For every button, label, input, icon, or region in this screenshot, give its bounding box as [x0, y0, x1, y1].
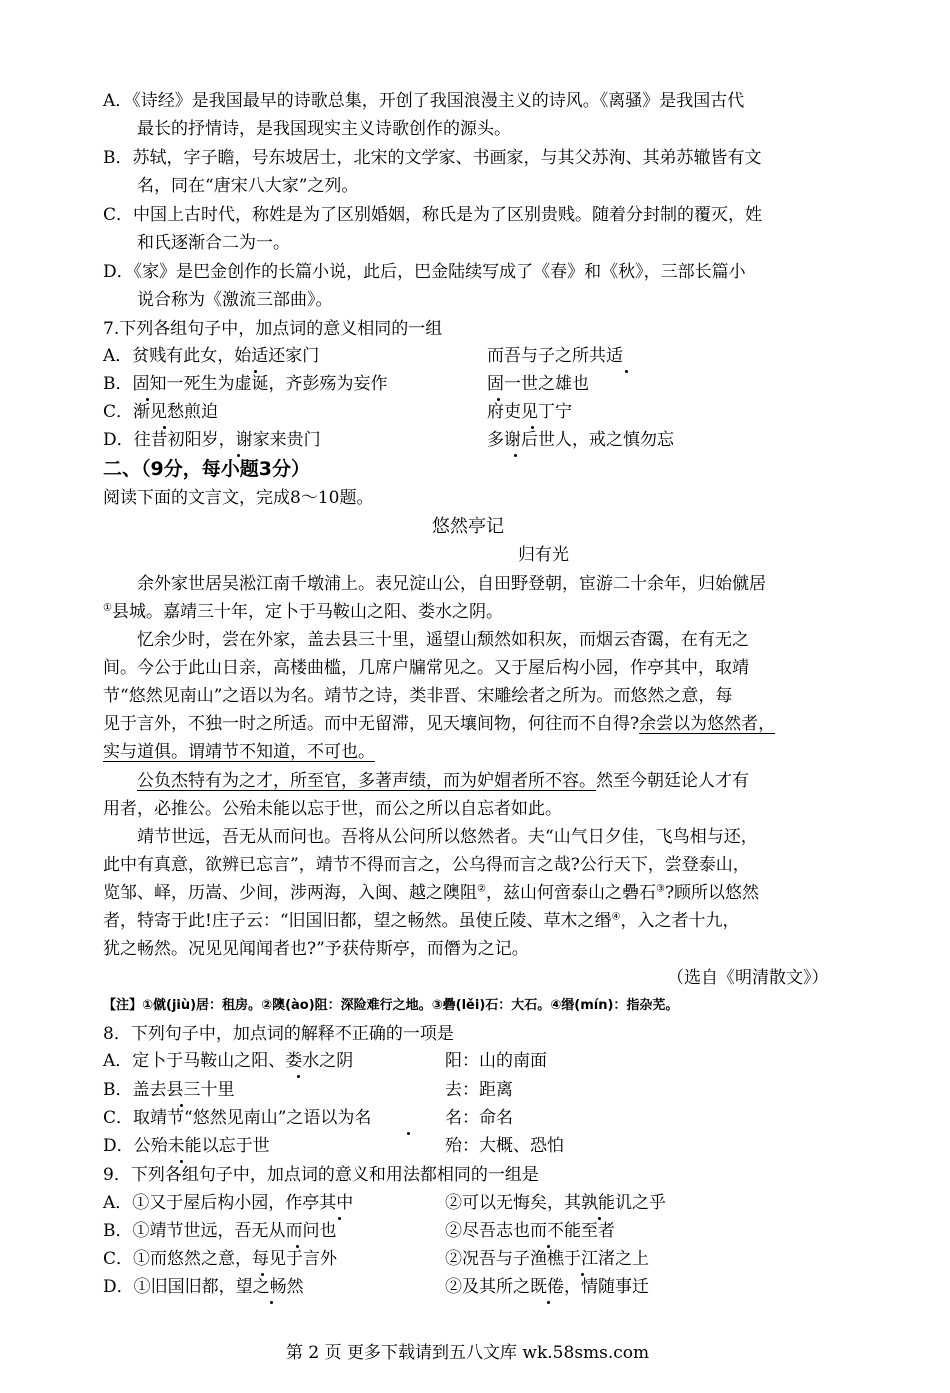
- passage-p4-line5: 犹之畅然。况见见闻闻者也?”予获侍斯亭，而僭为之记。: [103, 939, 529, 959]
- emphasis-dot: [514, 454, 517, 457]
- q7-row-c-right: 府吏见丁宁: [487, 402, 572, 422]
- q7-row-d-right: 多谢后世人，戒之慎勿忘: [487, 430, 674, 450]
- passage-text: ，入之者十九，: [620, 911, 740, 931]
- passage-p3-line1: [137, 771, 749, 791]
- emphasis-dot: [296, 1245, 299, 1248]
- passage-p1-line1: 余外家世居吴淞江南千墩浦上。表兄淀山公，自田野登朝，宦游二十余年，归始僦居: [137, 574, 766, 594]
- passage-author: 归有光: [518, 545, 569, 565]
- passage-p2-line5-underlined: 实与道俱。谓靖节不知道，不可也。: [103, 742, 375, 762]
- q8-row-a-right: 阳：山的南面: [445, 1051, 547, 1071]
- emphasis-dot: [261, 1273, 264, 1276]
- q6-option-a-line1: A．《诗经》是我国最早的诗歌总集，开创了我国浪漫主义的诗风。《离骚》是我国古代: [103, 91, 745, 111]
- q9-row-b-right: ②尽吾志也而不能至者: [445, 1221, 615, 1241]
- underlined-sentence: 公负杰特有为之才，所至官，多著声绩，而为妒媢者所不容。: [137, 771, 596, 791]
- emphasis-dot: [581, 1273, 584, 1276]
- emphasis-dot: [180, 1104, 183, 1107]
- q6-option-b-line1: B．苏轼，字子瞻，号东坡居士，北宋的文学家、书画家，与其父苏洵、其弟苏辙皆有文: [103, 148, 762, 168]
- q7-row-b-right: 固一世之雄也: [487, 374, 589, 394]
- q6-option-b-line2: 名，同在“唐宋八大家”之列。: [137, 176, 359, 196]
- passage-p4-line2: 此中有真意，欲辨已忘言”，靖节不得而言之，公乌得而言之哉?公行天下，尝登泰山，: [103, 855, 750, 875]
- passage-text: 见于言外，不独一时之所适。而中无留滞，见天壤间物，何往而不自得?: [103, 714, 640, 734]
- q8-row-b-right: 去：距离: [445, 1080, 513, 1100]
- emphasis-dot: [598, 1217, 601, 1220]
- q8-row-b-left: B．盖去县三十里: [103, 1080, 235, 1100]
- emphasis-dot: [146, 398, 149, 401]
- section-instruction: 阅读下面的文言文，完成8～10题。: [103, 488, 374, 508]
- q8-row-c-right: 名：命名: [445, 1108, 513, 1128]
- passage-text: 县城。嘉靖三十年，定卜于马鞍山之阳、娄水之阴。: [111, 602, 503, 622]
- passage-p4-line4: [103, 911, 740, 931]
- q6-option-c-line2: 和氏逐渐合二为一。: [137, 233, 290, 253]
- passage-p4-line1: 靖节世远，吾无从而问也。吾将从公问所以悠然者。夫“山气日夕佳，飞鸟相与还，: [137, 827, 758, 847]
- q9-row-c-left: C．①而悠然之意，每见于言外: [103, 1249, 338, 1269]
- passage-p2-line2: 间。今公于此山日亲，高楼曲槛，几席户牖常见之。又于屋后构小园，作亭其中，取靖: [103, 658, 749, 678]
- q6-option-c-line1: C．中国上古时代，称姓是为了区别婚姻，称氏是为了区别贵贱。随着分封制的覆灭，姓: [103, 205, 763, 225]
- emphasis-dot: [547, 1245, 550, 1248]
- q6-option-d-line1: D．《家》是巴金创作的长篇小说，此后，巴金陆续写成了《春》和《秋》，三部长篇小: [103, 262, 746, 282]
- q8-row-d-left: D．公殆未能以忘于世: [103, 1136, 270, 1156]
- q9-row-a-right: ②可以无悔矣，其孰能讥之乎: [445, 1193, 666, 1213]
- emphasis-dot: [297, 1075, 300, 1078]
- q9-stem: 9．下列各组句子中，加点词的意义和用法都相同的一组是: [103, 1165, 539, 1185]
- passage-p2-line4: [103, 714, 775, 734]
- underlined-sentence: 余尝以为悠然者，: [639, 714, 776, 734]
- passage-p2-line3: 节“悠然见南山”之语以为名。靖节之诗，类非晋、宋雕绘者之所为。而悠然之意，每: [103, 686, 733, 706]
- passage-p2-line1: 忆余少时，尝在外家，盖去县三十里，遥望山颓然如积灰，而烟云杳霭，在有无之: [137, 630, 749, 650]
- q9-row-c-right: ②况吾与子渔樵于江渚之上: [445, 1249, 649, 1269]
- emphasis-dot: [407, 1132, 410, 1135]
- footnote-mark: ③: [655, 883, 665, 895]
- passage-text: 然至今朝廷论人才有: [596, 771, 749, 791]
- footnote-mark: ①: [103, 602, 112, 614]
- q8-row-a-left: A．定卜于马鞍山之阳、娄水之阴: [103, 1051, 354, 1071]
- emphasis-dot: [254, 370, 257, 373]
- q7-row-a-left: A．贫贱有此女，始适还家门: [103, 346, 320, 366]
- page-footer: 第 2 页 更多下载请到五八文库 wk.58sms.com: [286, 1343, 650, 1363]
- q8-stem: 8．下列句子中，加点词的解释不正确的一项是: [103, 1024, 454, 1044]
- passage-text: 览邹、峄，历嵩、少间，涉两海，入闽、越之隩阻: [103, 883, 477, 903]
- q7-row-d-left: D．往昔初阳岁，谢家来贵门: [103, 430, 321, 450]
- emphasis-dot: [531, 426, 534, 429]
- passage-title: 悠然亭记: [432, 516, 504, 537]
- passage-p1-line2: [103, 602, 503, 622]
- passage-text: ?顾所以悠然: [664, 883, 760, 903]
- emphasis-dot: [163, 426, 166, 429]
- emphasis-dot: [547, 1301, 550, 1304]
- q7-row-c-left: C．渐见愁煎迫: [103, 402, 219, 422]
- q6-option-d-line2: 说合称为《激流三部曲》。: [137, 290, 333, 310]
- q9-row-d-right: ②及其所之既倦，情随事迁: [445, 1277, 649, 1297]
- passage-p4-line3: [103, 883, 759, 903]
- q7-row-b-left: B．固知一死生为虚诞，齐彭殇为妄作: [103, 374, 388, 394]
- emphasis-dot: [497, 398, 500, 401]
- q8-row-d-right: 殆：大概、恐怕: [445, 1136, 564, 1156]
- emphasis-dot: [270, 1301, 273, 1304]
- footnote-mark: ②: [477, 883, 486, 895]
- q7-stem: 7.下列各组句子中，加点词的意义相同的一组: [103, 319, 443, 339]
- passage-source: （选自《明清散文》）: [667, 968, 829, 988]
- q6-option-a-line2: 最长的抒情诗，是我国现实主义诗歌创作的源头。: [137, 119, 511, 139]
- q7-row-a-right: 而吾与子之所共适: [487, 346, 623, 366]
- emphasis-dot: [180, 1160, 183, 1163]
- q9-row-a-left: A．①又于屋后构小园，作亭其中: [103, 1193, 354, 1213]
- footnote-mark: ④: [611, 911, 621, 923]
- section-heading: 二、（9分，每小题3分）: [103, 458, 310, 480]
- emphasis-dot: [625, 370, 628, 373]
- q8-row-c-left: C．取靖节“悠然见南山”之语以为名: [103, 1108, 372, 1128]
- emphasis-dot: [338, 1217, 341, 1220]
- passage-p3-line2: 用者，必推公。公殆未能以忘于世，而公之所以自忘者如此。: [103, 799, 562, 819]
- q9-row-b-left: B．①靖节世远，吾无从而问也: [103, 1221, 337, 1241]
- emphasis-dot: [237, 454, 240, 457]
- passage-text: 者，特寄于此!庄子云：“旧国旧都，望之畅然。虽使丘陵、草木之缗: [103, 911, 612, 931]
- annotation-notes: 【注】①僦(jiù)居：租房。②隩(ào)阻：深险难行之地。③礨(lěi)石：大石。④缗(mín)：指杂芜。: [103, 998, 679, 1013]
- passage-text: ，兹山何啻泰山之礨石: [485, 883, 656, 903]
- q9-row-d-left: D．①旧国旧都，望之畅然: [103, 1277, 304, 1297]
